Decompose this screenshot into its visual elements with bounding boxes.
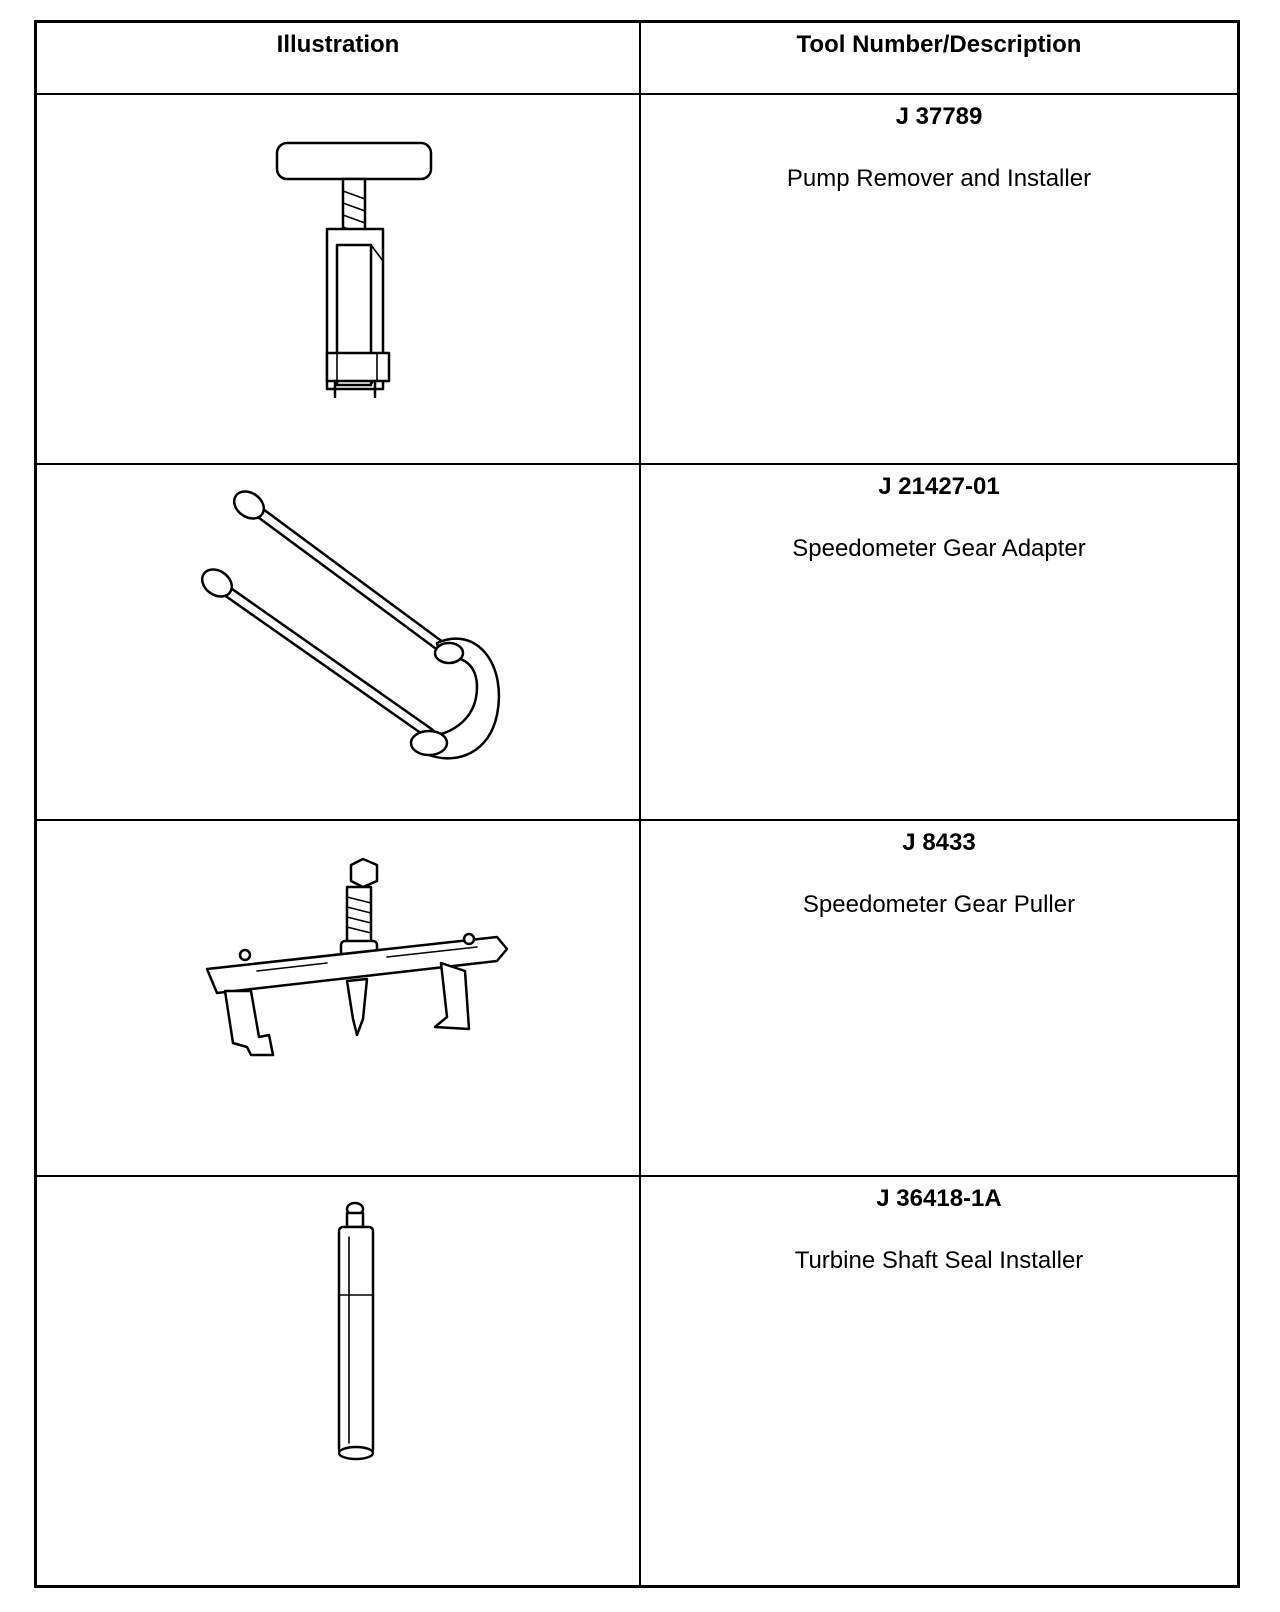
table-row [37, 821, 1237, 1177]
description-cell [641, 465, 1237, 821]
description-cell [641, 1177, 1237, 1585]
special-tools-table [34, 20, 1240, 1588]
tool-description: Speedometer Gear Puller [802, 891, 1076, 918]
illustration-cell [37, 1177, 639, 1585]
table-row [37, 1177, 1237, 1585]
tool-description: Speedometer Gear Adapter [792, 535, 1086, 562]
illustration-cell [37, 95, 639, 465]
tool-number: J 36418-1A [876, 1185, 1002, 1212]
illustration-cell [37, 821, 639, 1177]
illustration-cell [37, 465, 639, 821]
description-cell [641, 95, 1237, 465]
description-cell [641, 821, 1237, 1177]
table-row [37, 95, 1237, 465]
table-row [37, 465, 1237, 821]
gear-adapter-icon [37, 465, 639, 821]
seal-installer-icon [37, 1177, 639, 1585]
pump-remover-icon [37, 95, 639, 465]
tool-number: J 21427-01 [878, 473, 1000, 500]
header-tool-number: Tool Number/Description [796, 31, 1082, 58]
tool-number: J 37789 [895, 103, 983, 130]
tool-number: J 8433 [902, 829, 976, 856]
tool-description: Turbine Shaft Seal Installer [794, 1247, 1084, 1274]
gear-puller-icon [37, 821, 639, 1177]
tool-description: Pump Remover and Installer [786, 165, 1092, 192]
header-illustration: Illustration [276, 31, 400, 58]
